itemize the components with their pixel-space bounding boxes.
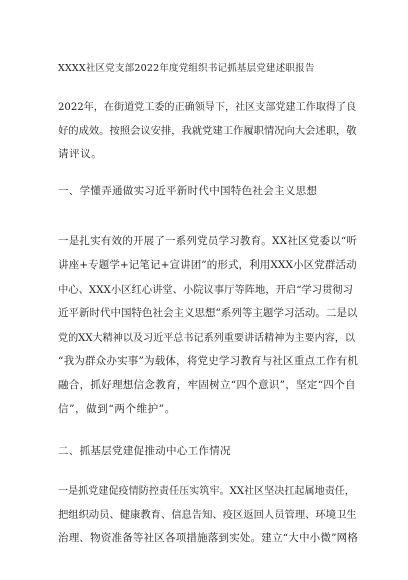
section-1-line: 党的XX大精神以及习近平总书记系列重要讲话精神为主要内容，以 <box>58 333 355 344</box>
section-1-line: 信”，做到“两个维护”。 <box>58 403 176 415</box>
intro-line: 2022年，在街道党工委的正确领导下，社区支部党建工作取得了良 <box>58 102 357 113</box>
section-2-line: 一是抓党建促疫情防控责任压实筑牢。XX社区坚决扛起属地责任， <box>58 486 355 497</box>
section-1-heading: 一、学懂弄通做实习近平新时代中国特色社会主义思想 <box>58 185 318 197</box>
section-1-line: 近平新时代中国特色社会主义思想”系列等主题学习活动。二是以 <box>58 307 358 319</box>
intro-line: 好的成效。按照会议安排，我就党建工作履职情况向大会述职，敬 <box>58 125 357 137</box>
section-1-line: 融合，抓好理想信念教育，牢固树立“四个意识”，坚定“四个自 <box>58 379 356 391</box>
section-1-line: 讲座+专题学+记笔记+宣讲团”的形式，利用XXX小区党群活动 <box>58 259 357 271</box>
section-1-line: “我为群众办实事”为载体，将党史学习教育与社区重点工作有机 <box>58 355 359 367</box>
section-1-line: 中心、XXX小区红心讲堂、小院议事厅等阵地，开启“学习贯彻习 <box>58 284 353 296</box>
section-2-line: 把组织动员、健康教育、信息告知、疫区返回人员管理、环境卫生 <box>58 509 357 521</box>
intro-line: 请评议。 <box>58 148 103 160</box>
section-2-line: 治理、物资准备等社区各项措施落到实处。建立“大中小微”网格 <box>58 532 359 544</box>
document-title: XXXX社区党支部2022年度党组织书记抓基层党建述职报告 <box>58 63 315 74</box>
section-1-line: 一是扎实有效的开展了一系列党员学习教育。XX社区党委以“听 <box>58 235 358 247</box>
section-2-heading: 二、抓基层党建促推动中心工作情况 <box>58 445 231 457</box>
